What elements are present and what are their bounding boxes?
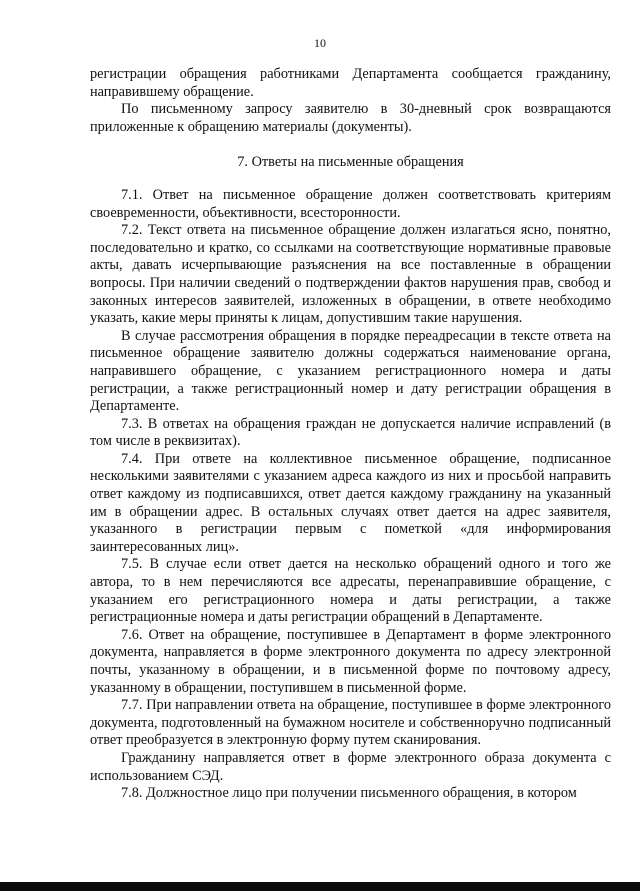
paragraph-7-1: 7.1. Ответ на письменное обращение должен соответствовать критериям своевременности, объективности, всесторонности.	[90, 186, 611, 221]
paragraph-7-4: 7.4. При ответе на коллективное письменное обращение, подписанное несколькими заявителями с указанием адреса каждого из них и просьбой направить ответ каждому из подписавшихся, ответ дается каждому гражданину на указанный им в обращении адрес. В остальных случаях ответ дается на адрес заявителя, указанного в регистрации первым с пометкой «для информирования заинтересованных лиц».	[90, 450, 611, 555]
paragraph-7-5: 7.5. В случае если ответ дается на несколько обращений одного и того же автора, то в нем перечисляются все адресаты, перенаправившие обращение, с указанием его регистрационного номера и даты регистрации, а также регистрационные номера и даты регистрации обращений в Департаменте.	[90, 556, 611, 626]
section-heading: 7. Ответы на письменные обращения	[237, 154, 464, 171]
paragraph-7-8: 7.8. Должностное лицо при получении письменного обращения, в котором	[121, 785, 577, 802]
paragraph-readdressing: В случае рассмотрения обращения в порядке переадресации в тексте ответа на письменное обращение заявителю должны содержаться наименование органа, направившего обращение, с указанием регистрационного номера и даты регистрации, а также регистрационный номер и дату регистрации обращения в Департаменте.	[90, 327, 611, 415]
paragraph-electronic-image: Гражданину направляется ответ в форме электронного образа документа с использованием СЭД.	[90, 749, 611, 784]
paragraph-continuation: регистрации обращения работниками Департамента сообщается гражданину, направившему обращение.	[90, 66, 611, 100]
document-body	[90, 66, 611, 803]
page-number: 10	[314, 36, 326, 50]
paragraph-7-7: 7.7. При направлении ответа на обращение, поступившее в форме электронного документа, подготовленный на бумажном носителе и собственноручно подписанный ответ преобразуется в электронную форму путем сканирования.	[90, 697, 611, 749]
paragraph-return-materials: По письменному запросу заявителю в 30-дневный срок возвращаются приложенные к обращению материалы (документы).	[90, 101, 611, 135]
paragraph-7-2: 7.2. Текст ответа на письменное обращение должен излагаться ясно, понятно, последовательно и кратко, со ссылками на соответствующие нормативные правовые акты, давать исчерпывающие разъяснения на все поставленные в обращении вопросы. При наличии сведений о подтверждении фактов нарушения прав, свобод и законных интересов заявителей, изложенных в обращении, в ответе необходимо указать, какие меры приняты к лицам, допустившим такие нарушения.	[90, 222, 611, 327]
paragraph-7-6: 7.6. Ответ на обращение, поступившее в Департамент в форме электронного документа, направляется в форме электронного документа по адресу электронной почты, указанному в обращении, и в письменной форме по почтовому адресу, указанному в обращении, поступившем в письменной форме.	[90, 626, 611, 696]
scan-border	[0, 882, 640, 891]
paragraph-7-3: 7.3. В ответах на обращения граждан не допускается наличие исправлений (в том числе в реквизитах).	[90, 415, 611, 450]
